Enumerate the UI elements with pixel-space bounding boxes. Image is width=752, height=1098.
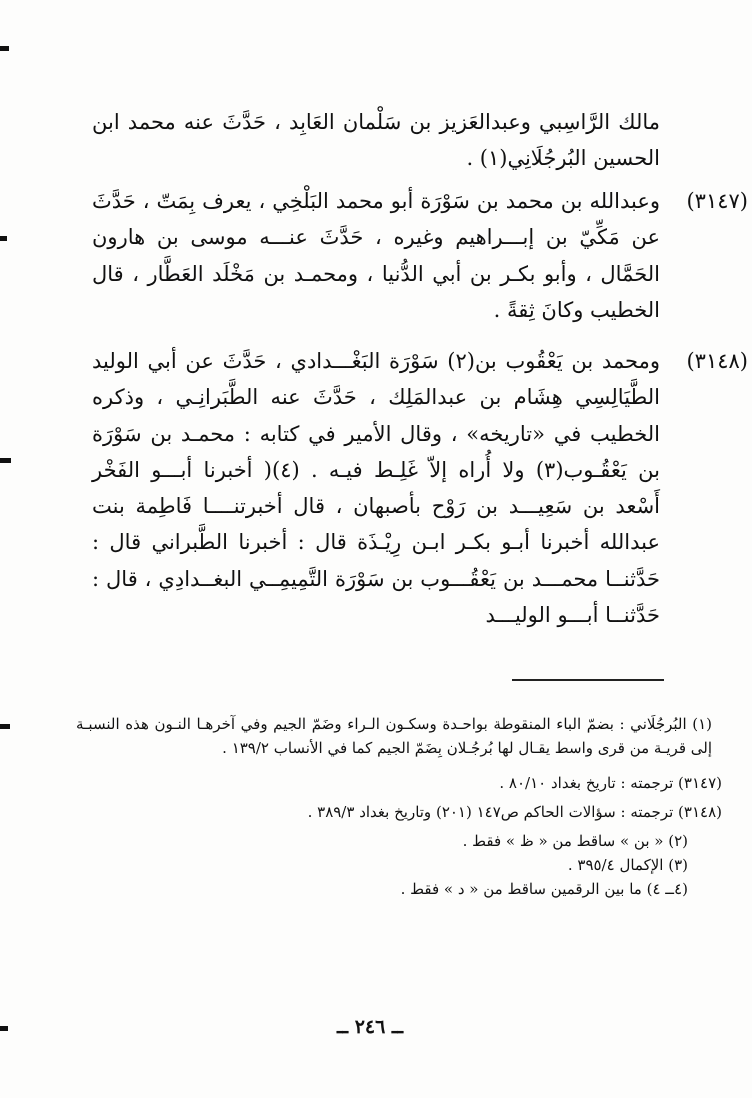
scan-edge-mark: [0, 1026, 8, 1031]
entry-number-3147: (٣١٤٧): [686, 189, 748, 213]
footnote-3148-source: (٣١٤٨) ترجمته : سؤالات الحاكم ص١٤٧ (٢٠١) وتاريخ بغداد ٣٨٩/٣ .: [307, 803, 722, 822]
scan-edge-mark: [0, 46, 9, 51]
footnote-4: (٤ــ ٤) ما بين الرقمين ساقط من « د » فقط .: [400, 880, 688, 899]
footnote-3147-source: (٣١٤٧) ترجمته : تاريخ بغداد ٨٠/١٠ .: [499, 773, 722, 792]
entry-paragraph-3147: وعبدالله بن محمد بن سَوْرَة أبو محمد البَلْخِي ، يعرف بِمَتّ ، حَدَّثَ عن مَكِّيّ بن إبـــراهيم وغيره ، حَدَّثَ عنـــه موسى بن هارون الحَمَّال ، وأبو بكـر بن أبي الدُّنيا ، ومحمـد بن مَخْلَد العَطَّار ، قال الخطيب وكانَ ثِقةً .: [92, 189, 660, 322]
scan-edge-mark: [0, 458, 11, 463]
footnote-2: (٢) « بن » ساقط من « ظ » فقط .: [462, 831, 688, 850]
continuation-paragraph: مالك الرَّاسِبي وعبدالعَزيز بن سَلْمان العَابِد ، حَدَّثَ عنه محمد ابن الحسين البُرجُلَانِي(١) .: [92, 110, 660, 171]
scan-edge-mark: [0, 236, 7, 241]
footnote-separator: [512, 679, 664, 681]
footnotes: [76, 712, 722, 902]
footnote-3: (٣) الإكمال ٣٩٥/٤ .: [567, 856, 688, 875]
page-number: ــ ٢٤٦ ــ: [336, 1016, 404, 1038]
footnote-1: (١) البُرجُلَاني : بضمّ الباء المنقوطة بواحـدة وسكـون الـراء وضَمّ الجيم وفي آخرهـا النـون هذه النسبـة إلى قريـة من قرى واسط يقـال لها بُرجُـلان بِضَمّ الجيم كما في الأنساب ١٣٩/٢ .: [76, 715, 712, 758]
scan-edge-mark: [0, 724, 10, 729]
entry-number-3148: (٣١٤٨): [686, 349, 748, 373]
entry-paragraph-3148: ومحمد بن يَعْقُوب بن(٢) سَوْرَة البَغْـــدادي ، حَدَّثَ عن أبي الوليد الطَّيَالِسِي هِشَام بن عبدالمَلِك ، حَدَّثَ عنه الطَّبَرانِـي ، وذكره الخطيب في «تاريخه» ، وقال الأمير في كتابه : محمـد بن سَوْرَة بن يَعْقُـوب(٣) ولا أُراه إلاّ غَلِـط فيـه . (٤)( أخبرنا أبـــو الفَخْر أَسْعد بن سَعِيـــد بن رَوْح بأصبهان ، قال أخبرتنــــا فَاطِمة بنت عبدالله أخبرنا أبـو بكـر ابـن رِيْـذَة قال : أخبرنا الطَّبراني قال : حَدَّثنــا محمـــد بن يَعْقُـــوب بن سَوْرَة التَّمِيمِــي البغــدادِي ، قال : حَدَّثنــا أبـــو الوليـــد: [92, 349, 660, 628]
